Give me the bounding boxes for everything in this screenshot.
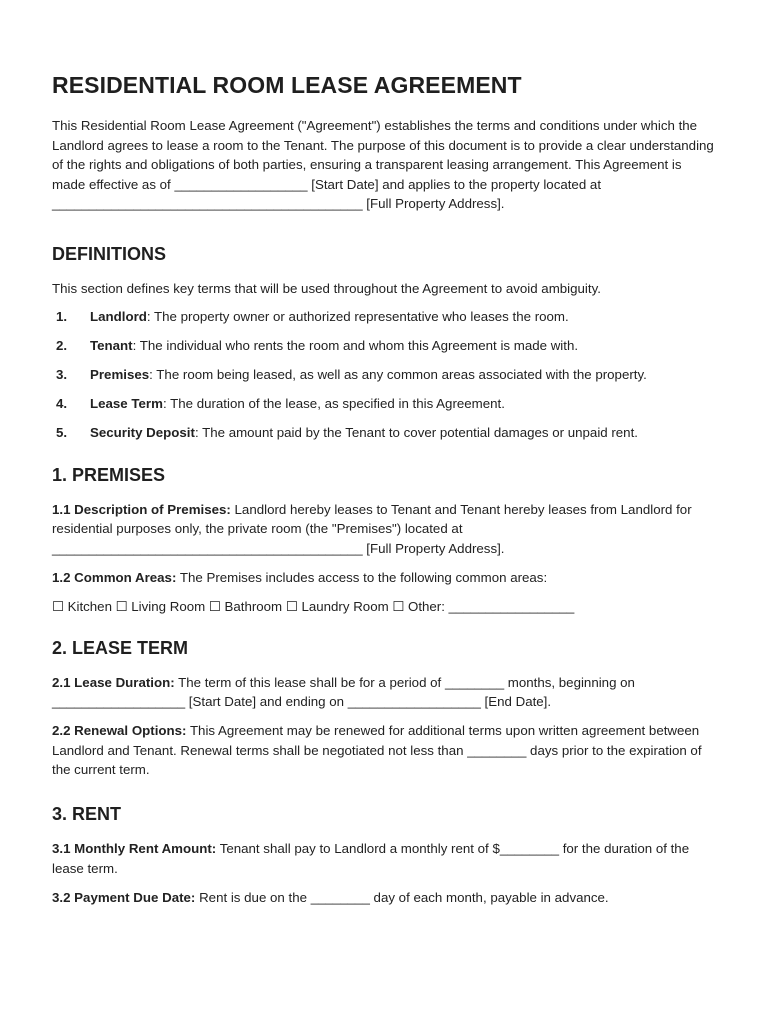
clause-text: The term of this lease shall be for a period of ________ months, beginning on __________________ [Start Date] and ending on __________________ [End Date]. [52,674,635,710]
definition-term: Tenant [90,337,133,353]
list-number: 5. [56,424,68,440]
clause-label: 3.1 Monthly Rent Amount: [52,840,217,856]
definition-text: : The duration of the lease, as specified in this Agreement. [162,395,505,411]
premises-section [52,465,718,617]
definition-term: Premises [90,366,150,382]
definition-term: Lease Term [90,395,163,411]
definition-text: : The amount paid by the Tenant to cover potential damages or unpaid rent. [194,424,638,440]
definitions-section [52,244,718,443]
definition-text: : The room being leased, as well as any common areas associated with the property. [149,366,647,382]
clause-2-1 [52,673,718,712]
document-title: RESIDENTIAL ROOM LEASE AGREEMENT [52,72,522,98]
clause-1-1 [52,500,718,559]
definition-text: : The individual who rents the room and whom this Agreement is made with. [132,337,579,353]
list-number: 3. [56,366,68,382]
definition-text: : The property owner or authorized representative who leases the room. [146,308,569,324]
definition-item-lease-term [52,394,718,414]
definition-term: Security Deposit [90,424,195,440]
rent-heading: 3. RENT [52,803,122,824]
clause-label: 1.2 Common Areas: [52,569,177,585]
definition-item-premises [52,365,718,385]
definitions-list [52,307,718,443]
premises-heading: 1. PREMISES [52,464,166,485]
definitions-heading: DEFINITIONS [52,243,167,264]
list-number: 4. [56,395,68,411]
common-areas-checkboxes: ☐ Kitchen ☐ Living Room ☐ Bathroom ☐ Laundry Room ☐ Other: _________________ [52,598,575,614]
rent-section [52,804,718,907]
list-number: 1. [56,308,68,324]
clause-text: The Premises includes access to the following common areas: [176,569,548,585]
clause-text: Rent is due on the ________ day of each month, payable in advance. [195,889,609,905]
definition-item-security-deposit [52,423,718,443]
lease-term-heading: 2. LEASE TERM [52,637,189,658]
list-number: 2. [56,337,68,353]
clause-label: 2.1 Lease Duration: [52,674,175,690]
intro-paragraph: This Residential Room Lease Agreement ("Agreement") establishes the terms and conditions under which the Landlord agrees to lease a room to the Tenant. The purpose of this document is to provide a clear understanding of the rights and obligations of both parties, ensuring a transparent leasing arrangement. This Agreement is made effective as of __________________ [Start Date] and applies to the property located at __________________________________________ [Full Property Address]. [52,118,714,212]
definition-term: Landlord [90,308,147,324]
clause-text: Tenant shall pay to Landlord a monthly rent of $________ for the duration of the lease term. [52,840,690,876]
clause-label: 1.1 Description of Premises: [52,501,231,517]
lease-term-section [52,638,718,780]
clause-label: 3.2 Payment Due Date: [52,889,196,905]
clause-3-1 [52,839,718,878]
clause-1-2 [52,568,718,588]
clause-3-2 [52,888,718,908]
clause-label: 2.2 Renewal Options: [52,723,187,739]
definitions-lead: This section defines key terms that will be used throughout the Agreement to avoid ambiguity. [52,280,601,296]
clause-text: This Agreement may be renewed for additional terms upon written agreement between Landlord and Tenant. Renewal terms shall be negotiated not less than ________ days prior to the expiration of the current term. [52,723,702,778]
definition-item-landlord [52,307,718,327]
definition-item-tenant [52,336,718,356]
clause-2-2 [52,721,718,780]
clause-text: Landlord hereby leases to Tenant and Tenant hereby leases from Landlord for residential purposes only, the private room (the "Premises") located at __________________________________________ [Full Property Address]. [52,501,692,556]
